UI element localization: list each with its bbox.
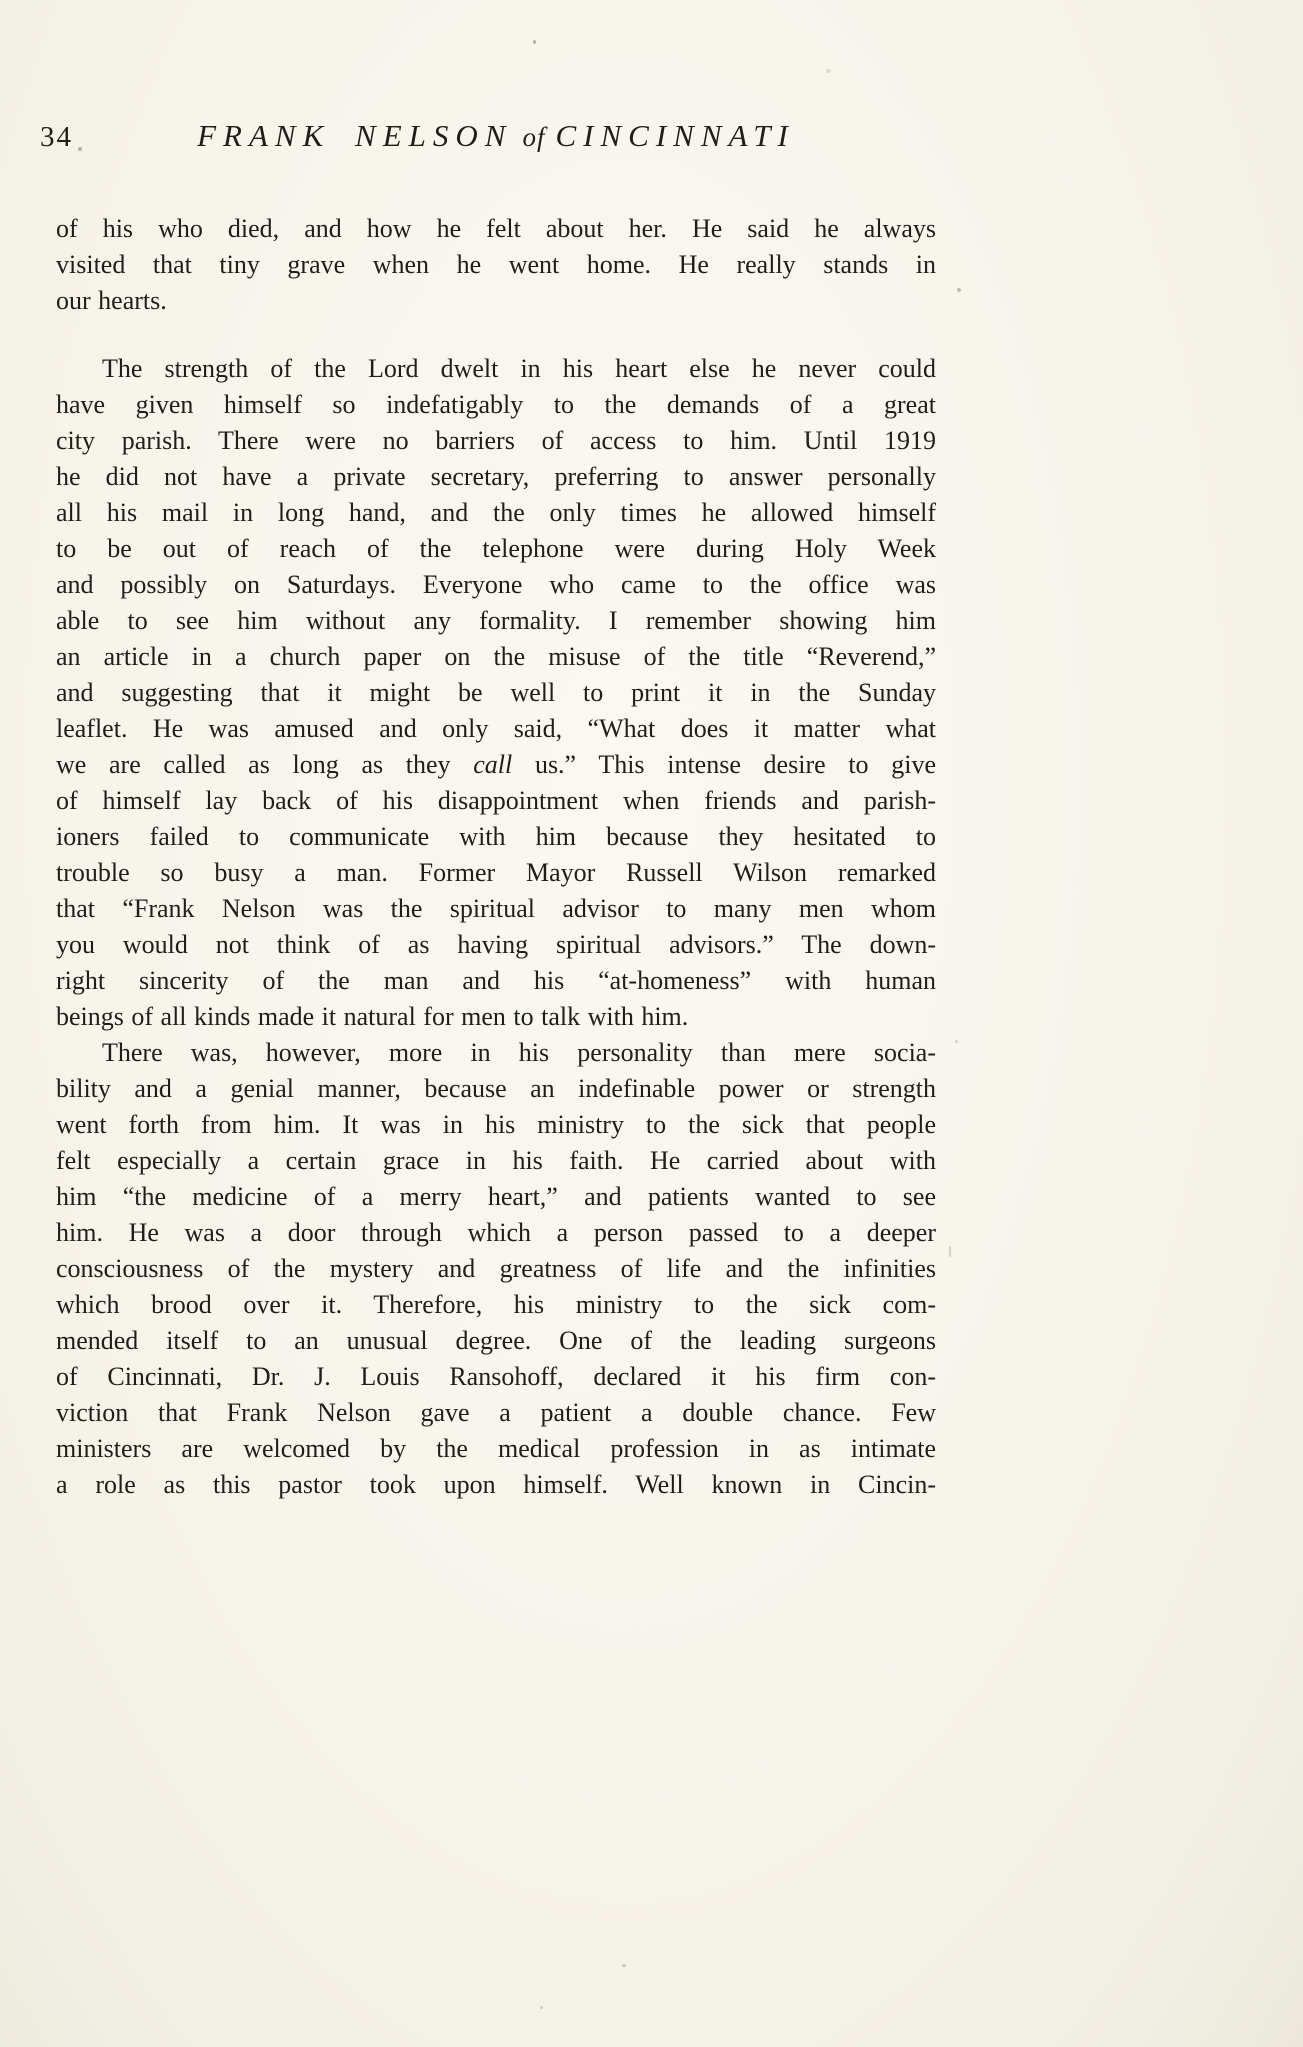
text-line: you would not think of as having spiritual advisors.” The down- xyxy=(56,930,936,959)
text-line: ministers are welcomed by the medical profession in as intimate xyxy=(56,1434,936,1463)
text-line: right sincerity of the man and his “at-homeness” with human xyxy=(56,966,936,995)
body-text xyxy=(56,211,936,1503)
text-line: of Cincinnati, Dr. J. Louis Ransohoff, declared it his firm con- xyxy=(56,1362,936,1391)
running-header xyxy=(40,118,936,160)
scan-artifact xyxy=(957,288,961,292)
paragraph xyxy=(56,211,936,319)
scan-artifact xyxy=(622,1964,626,1967)
text-line: that “Frank Nelson was the spiritual advisor to many men whom xyxy=(56,894,936,923)
text-line: have given himself so indefatigably to the demands of a great xyxy=(56,390,936,419)
text-line: viction that Frank Nelson gave a patient a double chance. Few xyxy=(56,1398,936,1427)
scan-artifact xyxy=(949,1246,951,1257)
running-title-left: FRANK NELSON xyxy=(197,118,513,153)
text-line: There was, however, more in his personality than mere socia- xyxy=(102,1038,936,1067)
text-line: The strength of the Lord dwelt in his heart else he never could xyxy=(102,354,936,383)
text-line: mended itself to an unusual degree. One of the leading surgeons xyxy=(56,1326,936,1355)
scan-artifact xyxy=(533,40,536,44)
text-line: and suggesting that it might be well to print it in the Sunday xyxy=(56,678,936,707)
paragraph xyxy=(56,351,936,1035)
text-line: to be out of reach of the telephone were during Holy Week xyxy=(56,534,936,563)
text-line: bility and a genial manner, because an indefinable power or strength xyxy=(56,1074,936,1103)
text-line: of his who died, and how he felt about her. He said he always xyxy=(56,214,936,243)
text-line: all his mail in long hand, and the only times he allowed himself xyxy=(56,498,936,527)
scan-artifact xyxy=(540,2006,543,2009)
running-title xyxy=(56,118,936,154)
text-line: able to see him without any formality. I remember showing him xyxy=(56,606,936,635)
text-line: trouble so busy a man. Former Mayor Russell Wilson remarked xyxy=(56,858,936,887)
text-line: ioners failed to communicate with him because they hesitated to xyxy=(56,822,936,851)
page-number: 34 xyxy=(40,121,73,153)
text-line: city parish. There were no barriers of access to him. Until 1919 xyxy=(56,426,936,455)
text-line: which brood over it. Therefore, his ministry to the sick com- xyxy=(56,1290,936,1319)
scan-artifact xyxy=(826,69,831,73)
text-line: of himself lay back of his disappointment when friends and parish- xyxy=(56,786,936,815)
text-line: leaflet. He was amused and only said, “What does it matter what xyxy=(56,714,936,743)
text-line: he did not have a private secretary, preferring to answer personally xyxy=(56,462,936,491)
text-line: we are called as long as they call us.” This intense desire to give xyxy=(56,750,936,779)
text-line: and possibly on Saturdays. Everyone who came to the office was xyxy=(56,570,936,599)
text-line: our hearts. xyxy=(56,286,167,315)
text-line: him. He was a door through which a person passed to a deeper xyxy=(56,1218,936,1247)
running-title-right: CINCINNATI xyxy=(555,118,795,153)
text-line: him “the medicine of a merry heart,” and patients wanted to see xyxy=(56,1182,936,1211)
text-line: felt especially a certain grace in his faith. He carried about with xyxy=(56,1146,936,1175)
scan-artifact xyxy=(955,1040,958,1043)
scan-artifact xyxy=(78,147,82,151)
text-line: consciousness of the mystery and greatness of life and the infinities xyxy=(56,1254,936,1283)
text-line: visited that tiny grave when he went home. He really stands in xyxy=(56,250,936,279)
text-line: a role as this pastor took upon himself. Well known in Cincin- xyxy=(56,1470,936,1499)
running-title-of: of xyxy=(522,122,546,152)
text-line: an article in a church paper on the misuse of the title “Reverend,” xyxy=(56,642,936,671)
text-line: went forth from him. It was in his ministry to the sick that people xyxy=(56,1110,936,1139)
paragraph xyxy=(56,1035,936,1503)
text-line: beings of all kinds made it natural for men to talk with him. xyxy=(56,1002,689,1031)
